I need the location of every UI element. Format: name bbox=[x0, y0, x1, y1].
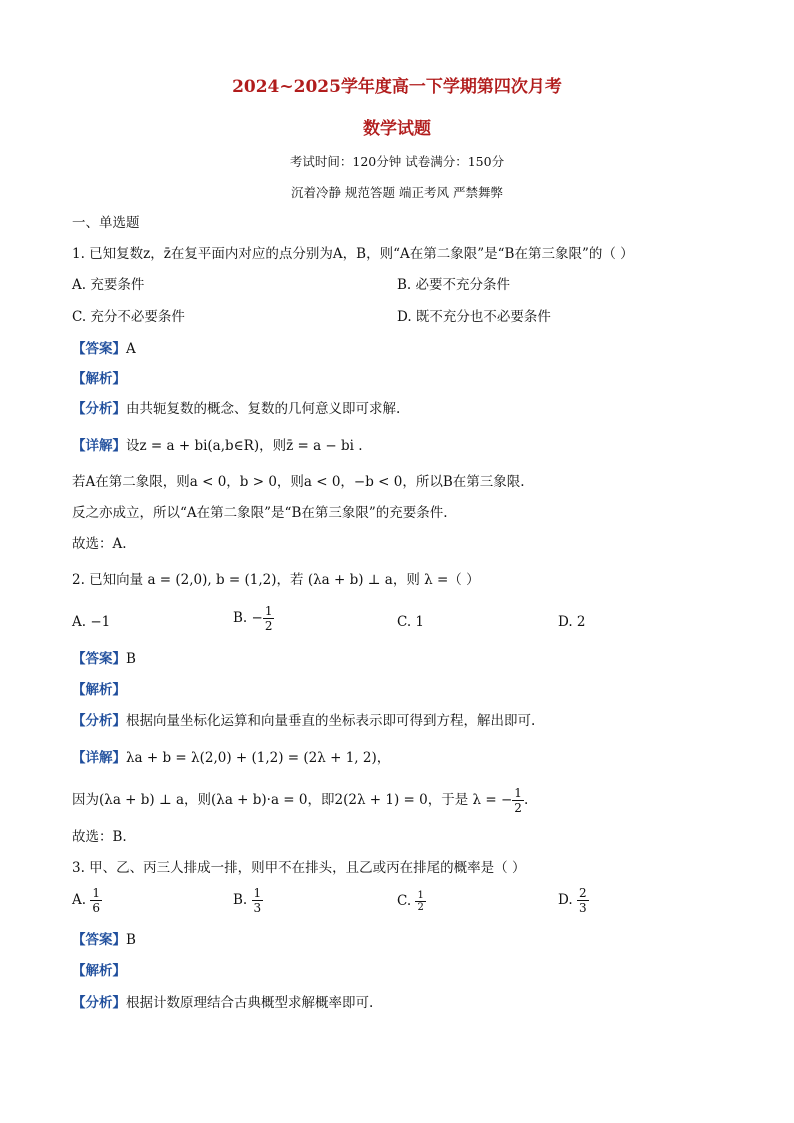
jiexi-tag: 【解析】 bbox=[72, 682, 126, 698]
fraction-numerator: 1 bbox=[253, 886, 262, 900]
q2-stem-condition: ，若 (λa + b) ⊥ a，则 λ =（ ） bbox=[276, 572, 480, 588]
q2-option-a: A. −1 bbox=[72, 614, 111, 630]
q2-analysis bbox=[72, 712, 535, 730]
q3-answer bbox=[72, 931, 136, 949]
fraction-denominator: 2 bbox=[514, 801, 522, 815]
option-fraction bbox=[252, 886, 264, 915]
analysis-text: 由共轭复数的概念、复数的几何意义即可求解. bbox=[126, 401, 401, 417]
q1-option-c: C. 充分不必要条件 bbox=[72, 309, 185, 325]
q1-detail-line3: 反之亦成立，所以“A在第二象限”是“B在第三象限”的充要条件. bbox=[72, 505, 448, 521]
option-letter: C. bbox=[397, 893, 412, 909]
answer-value: B bbox=[126, 651, 136, 667]
fraction-denominator: 3 bbox=[253, 901, 262, 915]
section-heading: 一、单选题 bbox=[72, 215, 140, 231]
q1-option-d: D. 既不充分也不必要条件 bbox=[397, 309, 551, 325]
fraction-numerator: 1 bbox=[417, 890, 424, 901]
analysis-tag: 【分析】 bbox=[72, 401, 126, 417]
option-fraction bbox=[577, 886, 589, 915]
answer-tag: 【答案】 bbox=[72, 341, 126, 357]
fraction-numerator: 1 bbox=[92, 886, 100, 900]
detail-text: λa + b = λ(2,0) + (1,2) = (2λ + 1, 2)， bbox=[126, 750, 391, 766]
exam-info: 考试时间：120分钟 试卷满分：150分 bbox=[289, 154, 505, 169]
analysis-text: 根据计数原理结合古典概型求解概率即可. bbox=[126, 995, 374, 1011]
jiexi-tag: 【解析】 bbox=[72, 963, 126, 979]
option-fraction bbox=[415, 890, 425, 913]
detail-tag: 【详解】 bbox=[72, 438, 126, 454]
detail-line2-fraction bbox=[512, 786, 524, 815]
q2-choose: 故选：B. bbox=[72, 829, 127, 845]
fraction-denominator: 2 bbox=[264, 619, 273, 633]
fraction-numerator: 1 bbox=[264, 604, 273, 618]
q1-answer bbox=[72, 340, 136, 358]
option-letter: D. bbox=[558, 892, 573, 908]
q1-jiexi bbox=[72, 370, 126, 388]
answer-tag: 【答案】 bbox=[72, 651, 126, 667]
q2-option-b bbox=[233, 604, 274, 633]
q2-answer bbox=[72, 650, 136, 668]
option-letter: B. bbox=[233, 892, 248, 908]
subject-title: 数学试题 bbox=[363, 119, 431, 139]
q3-option-c bbox=[397, 890, 426, 913]
q2-option-d: D. 2 bbox=[558, 614, 586, 630]
q1-stem: 1. 已知复数z，z̄在复平面内对应的点分别为A，B，则“A在第二象限”是“B在第三象限”的（ ） bbox=[72, 246, 634, 262]
answer-value: A bbox=[126, 341, 136, 357]
q2-detail-line2 bbox=[72, 786, 528, 815]
jiexi-tag: 【解析】 bbox=[72, 371, 126, 387]
fraction-denominator: 6 bbox=[92, 901, 100, 915]
q2-option-b-label: B. − bbox=[233, 610, 263, 626]
q2-stem bbox=[72, 571, 480, 589]
q1-detail-line2: 若A在第二象限，则a < 0，b > 0，则a < 0，−b < 0，所以B在第三象限. bbox=[72, 474, 525, 490]
exam-title: 2024~2025学年度高一下学期第四次月考 bbox=[232, 77, 562, 97]
analysis-text: 根据向量坐标化运算和向量垂直的坐标表示即可得到方程，解出即可. bbox=[126, 713, 536, 729]
fraction-denominator: 3 bbox=[578, 901, 587, 915]
answer-tag: 【答案】 bbox=[72, 932, 126, 948]
q2-stem-prefix: 2. 已知向量 bbox=[72, 572, 144, 588]
analysis-tag: 【分析】 bbox=[72, 713, 126, 729]
q3-analysis bbox=[72, 994, 373, 1012]
q3-option-b bbox=[233, 886, 263, 915]
q1-option-a: A. 充要条件 bbox=[72, 277, 145, 293]
q2-stem-vectors: a = (2,0), b = (1,2) bbox=[147, 572, 277, 588]
q1-option-b: B. 必要不充分条件 bbox=[397, 277, 511, 293]
analysis-tag: 【分析】 bbox=[72, 995, 126, 1011]
detail-line2-suffix: . bbox=[523, 792, 529, 808]
q3-jiexi bbox=[72, 962, 126, 980]
q1-analysis bbox=[72, 400, 400, 418]
q3-option-a bbox=[72, 886, 102, 915]
fraction-numerator: 1 bbox=[514, 786, 522, 800]
q2-jiexi bbox=[72, 681, 126, 699]
q2-detail bbox=[72, 749, 390, 767]
detail-line2-prefix: 因为(λa + b) ⊥ a，则(λa + b)·a = 0，即2(2λ + 1) = 0，于是 λ = − bbox=[72, 792, 513, 808]
q2-option-b-fraction bbox=[263, 604, 275, 633]
fraction-denominator: 2 bbox=[417, 902, 424, 913]
q3-stem: 3. 甲、乙、丙三人排成一排，则甲不在排头，且乙或丙在排尾的概率是（ ） bbox=[72, 860, 526, 876]
q1-choose: 故选：A. bbox=[72, 536, 127, 552]
option-fraction bbox=[90, 886, 102, 915]
q3-option-d bbox=[558, 886, 589, 915]
exam-motto: 沉着冷静 规范答题 端正考风 严禁舞弊 bbox=[291, 185, 503, 200]
option-letter: A. bbox=[72, 892, 87, 908]
q2-option-c: C. 1 bbox=[397, 614, 425, 630]
q1-detail bbox=[72, 437, 363, 455]
detail-text: 设z = a + bi(a,b∈R)，则z̄ = a − bi . bbox=[126, 438, 363, 454]
detail-tag: 【详解】 bbox=[72, 750, 126, 766]
fraction-numerator: 2 bbox=[578, 886, 587, 900]
answer-value: B bbox=[126, 932, 136, 948]
